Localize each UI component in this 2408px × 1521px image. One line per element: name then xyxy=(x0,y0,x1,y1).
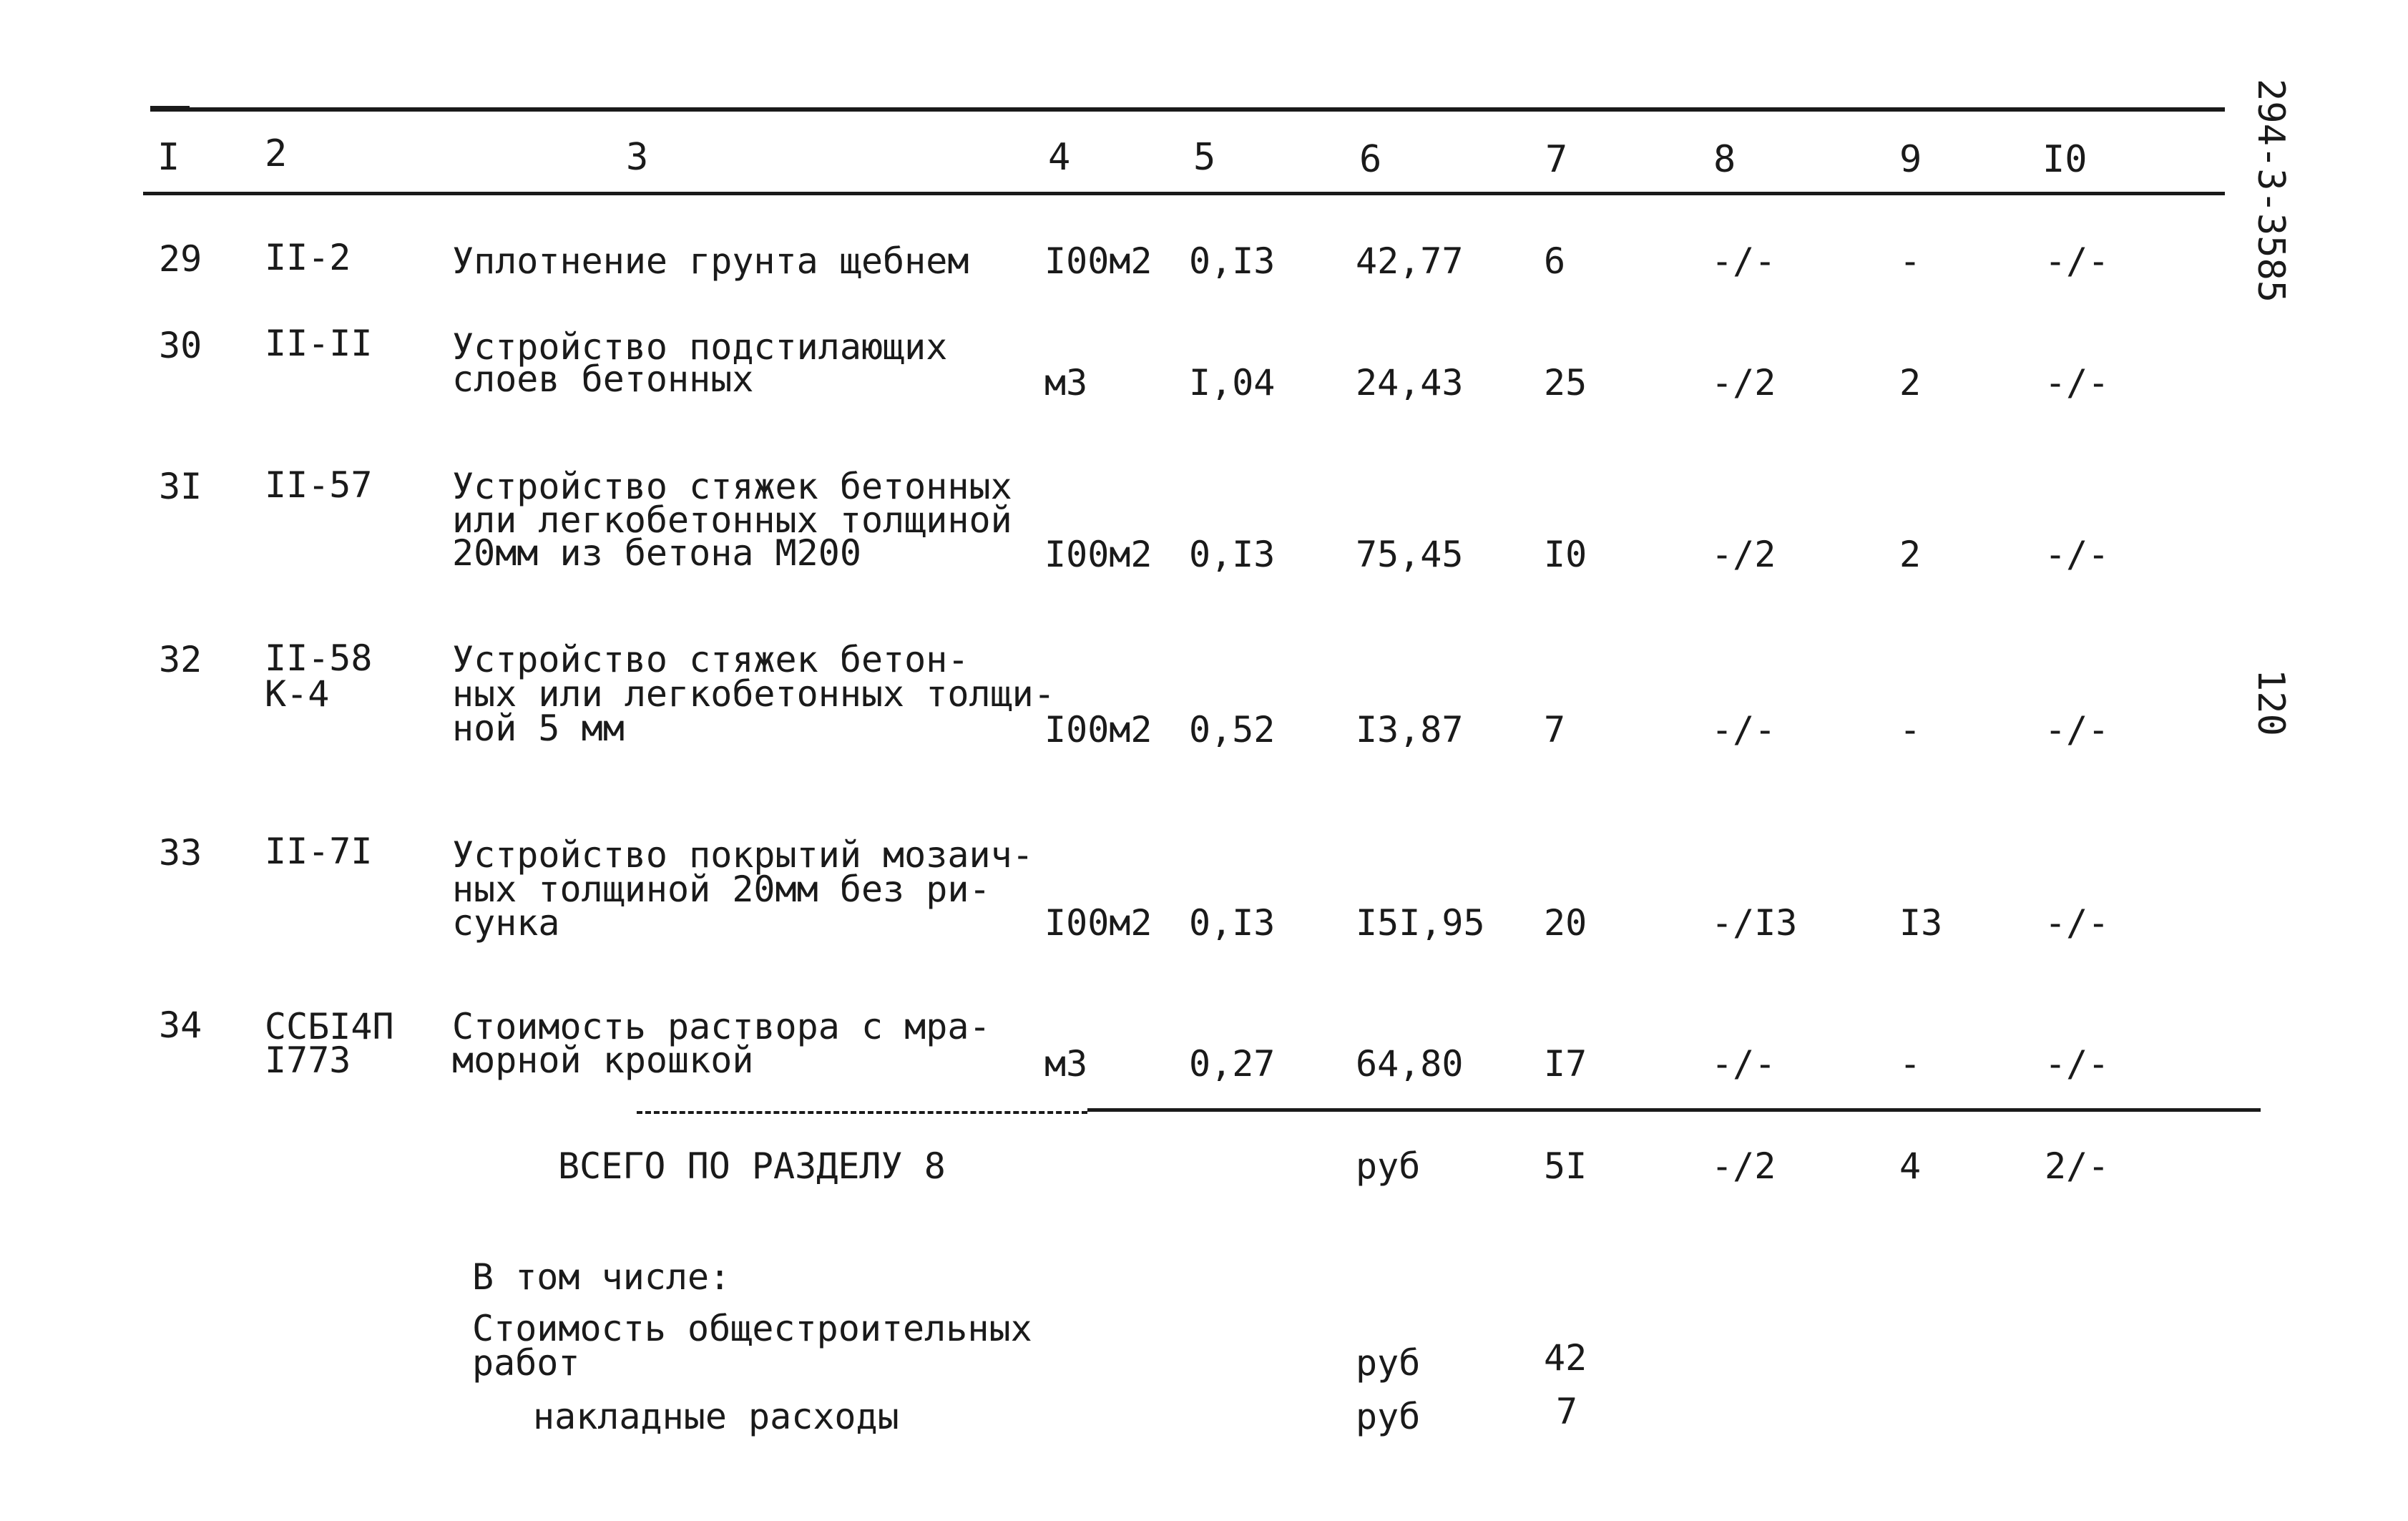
row-col9: 2 xyxy=(1899,534,1922,575)
row-col8: -/- xyxy=(1711,709,1776,750)
row-quantity: 0,52 xyxy=(1189,709,1276,750)
row-col10: -/- xyxy=(2045,902,2110,944)
row-col8: -/I3 xyxy=(1711,902,1798,944)
row-description: морной крошкой xyxy=(452,1040,754,1081)
column-header: 9 xyxy=(1899,138,1922,181)
column-header: 4 xyxy=(1048,136,1071,179)
total-cost: 5I xyxy=(1544,1145,1587,1187)
row-quantity: 0,I3 xyxy=(1189,902,1276,944)
header-rule xyxy=(143,192,2225,195)
column-header: 3 xyxy=(626,136,649,179)
row-description: слоев бетонных xyxy=(452,358,754,400)
row-col10: -/- xyxy=(2045,1043,2110,1085)
row-number: 34 xyxy=(159,1004,202,1046)
row-col8: -/2 xyxy=(1711,362,1776,404)
row-col9: I3 xyxy=(1899,902,1943,944)
row-description: Стоимость раствора с мра- xyxy=(452,1006,991,1047)
row-quantity: 0,I3 xyxy=(1189,534,1276,575)
general-works-label: Стоимость общестроительных xyxy=(472,1308,1032,1349)
row-unit: I00м2 xyxy=(1044,534,1152,575)
row-cost: 7 xyxy=(1544,709,1566,750)
row-price: I3,87 xyxy=(1356,709,1464,750)
row-cost: 20 xyxy=(1544,902,1587,944)
row-price: 24,43 xyxy=(1356,362,1464,404)
row-description: Устройство стяжек бетон- xyxy=(452,639,969,680)
top-rule-tick xyxy=(150,106,190,110)
total-separator-dashed xyxy=(637,1111,1087,1117)
row-code: II-57 xyxy=(265,464,373,506)
row-col8: -/- xyxy=(1711,1043,1776,1085)
row-description: или легкобетонных толщиной xyxy=(452,499,1012,541)
row-col10: -/- xyxy=(2045,709,2110,750)
row-cost: I0 xyxy=(1544,534,1587,575)
row-col10: -/- xyxy=(2045,240,2110,282)
row-price: 64,80 xyxy=(1356,1043,1464,1085)
row-code: II-7I xyxy=(265,831,373,872)
column-header: I0 xyxy=(2042,138,2088,181)
total-col10: 2/- xyxy=(2045,1145,2110,1187)
row-description: Уплотнение грунта щебнем xyxy=(452,240,969,282)
row-col9: 2 xyxy=(1899,362,1922,404)
row-description: Устройство стяжек бетонных xyxy=(452,466,1012,507)
total-col8: -/2 xyxy=(1711,1145,1776,1187)
row-unit: I00м2 xyxy=(1044,902,1152,944)
row-cost: I7 xyxy=(1544,1043,1587,1085)
row-col9: - xyxy=(1899,240,1922,282)
document-code: 294-3-3585 xyxy=(2249,79,2292,303)
row-number: 30 xyxy=(159,325,202,366)
row-quantity: I,04 xyxy=(1189,362,1276,404)
row-col8: -/- xyxy=(1711,240,1776,282)
column-header: 6 xyxy=(1359,138,1382,181)
overhead-cost: 7 xyxy=(1556,1391,1578,1432)
row-cost: 6 xyxy=(1544,240,1566,282)
row-description: 20мм из бетона М200 xyxy=(452,532,861,574)
general-works-unit: руб xyxy=(1356,1342,1421,1384)
row-description: Устройство подстилающих xyxy=(452,326,948,368)
column-header: 2 xyxy=(265,132,288,175)
total-col9: 4 xyxy=(1899,1145,1922,1187)
row-description: Устройство покрытий мозаич- xyxy=(452,834,1034,876)
row-col9: - xyxy=(1899,709,1922,750)
row-col8: -/2 xyxy=(1711,534,1776,575)
overhead-label: накладные расходы xyxy=(533,1396,899,1437)
column-header: 7 xyxy=(1545,138,1568,181)
row-code: К-4 xyxy=(265,673,330,715)
row-description: ных толщиной 20мм без ри- xyxy=(452,869,991,910)
row-quantity: 0,27 xyxy=(1189,1043,1276,1085)
row-description: сунка xyxy=(452,902,560,944)
including-label: В том числе: xyxy=(472,1256,731,1298)
row-cost: 25 xyxy=(1544,362,1587,404)
row-unit: I00м2 xyxy=(1044,709,1152,750)
general-works-cost: 42 xyxy=(1544,1337,1587,1379)
total-unit: руб xyxy=(1356,1145,1421,1187)
row-unit: м3 xyxy=(1044,362,1088,404)
row-description: ной 5 мм xyxy=(452,708,625,749)
row-number: 32 xyxy=(159,639,202,680)
row-code: I773 xyxy=(265,1040,351,1081)
row-number: 33 xyxy=(159,832,202,874)
row-number: 29 xyxy=(159,238,202,280)
row-unit: I00м2 xyxy=(1044,240,1152,282)
row-col10: -/- xyxy=(2045,534,2110,575)
row-quantity: 0,I3 xyxy=(1189,240,1276,282)
column-header: 8 xyxy=(1713,138,1736,181)
row-description: ных или легкобетонных толщи- xyxy=(452,673,1055,715)
overhead-unit: руб xyxy=(1356,1396,1421,1437)
row-price: 42,77 xyxy=(1356,240,1464,282)
row-code: II-58 xyxy=(265,637,373,679)
total-label: ВСЕГО ПО РАЗДЕЛУ 8 xyxy=(558,1145,946,1187)
top-rule xyxy=(150,107,2225,112)
row-col9: - xyxy=(1899,1043,1922,1085)
page-number: 120 xyxy=(2249,669,2292,736)
row-number: 3I xyxy=(159,466,202,507)
row-code: ССБI4П xyxy=(265,1006,394,1047)
row-price: 75,45 xyxy=(1356,534,1464,575)
row-price: I5I,95 xyxy=(1356,902,1485,944)
row-col10: -/- xyxy=(2045,362,2110,404)
row-unit: м3 xyxy=(1044,1043,1088,1085)
row-code: II-2 xyxy=(265,237,351,278)
column-header: 5 xyxy=(1193,136,1216,179)
general-works-label: работ xyxy=(472,1342,580,1384)
total-separator-rule xyxy=(1087,1108,2261,1112)
row-code: II-II xyxy=(265,323,373,364)
column-header: I xyxy=(157,136,180,179)
